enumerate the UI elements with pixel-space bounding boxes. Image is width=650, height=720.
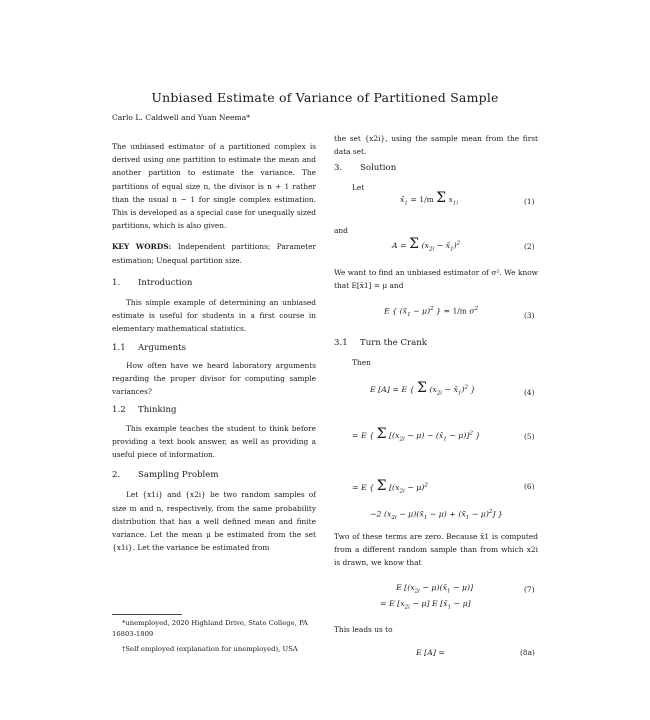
equation-6-label: (6) bbox=[524, 482, 535, 491]
equation-4: E [A] = E { Σ ($x_{2i}$ − $x̄_1)^2$ } bbox=[370, 380, 476, 397]
section-2-heading bbox=[112, 469, 316, 482]
keywords bbox=[112, 240, 316, 266]
want-text: We want to find an unbiased estimator of σ². We know that E[x̄1] = μ and bbox=[334, 268, 538, 291]
footnote-rule bbox=[112, 614, 182, 615]
footnote-1: *unemployed, 2020 Highland Drive, State College, PA 16803-1809 bbox=[112, 619, 308, 638]
equation-8: E [A] = bbox=[416, 648, 445, 657]
section-3-1-heading bbox=[334, 338, 427, 348]
keywords-text: Independent partitions; Parameter estimation; Unequal partition size. bbox=[112, 242, 316, 265]
section-title: Thinking bbox=[138, 405, 177, 416]
section-number: 1. bbox=[112, 277, 121, 288]
section-title: Solution bbox=[360, 163, 397, 173]
equation-7: E [($x_{2i}$ − $\mu)(x̄_1 - \mu)$] bbox=[396, 583, 474, 595]
equation-6-cont: −2 ($x_{2i}$ − $\mu)(x̄_1 - \mu)$ + $(x̄_1 - \mu)^2$] } bbox=[370, 509, 503, 522]
equation-1-label: (1) bbox=[524, 197, 535, 206]
section-1-heading bbox=[112, 277, 316, 290]
section-1-1-text: How often have we heard laboratory arguments regarding the proper divisor for computing sample variances? bbox=[112, 360, 316, 397]
equation-3: E { $(x̄_1 - \mu)^2$ } = 1/m $\sigma^2$ bbox=[384, 306, 479, 319]
section-number: 3. bbox=[334, 163, 343, 173]
equation-3-label: (3) bbox=[524, 311, 535, 320]
equation-6: = E { Σ [$(x_{2i} - \mu)^2$ bbox=[352, 478, 428, 495]
footnotes bbox=[112, 618, 316, 655]
equation-2: A = Σ ($x_{2i}$ − $x̄_1)^2$ bbox=[392, 236, 461, 253]
section-number: 3.1 bbox=[334, 338, 348, 348]
section-2-text: Let {x1i} and {x2i} be two random samples of size m and n, respectively, from the same probability distribution that has a well defined mean and finite variance. Let the mean μ be estimated from the set {x1i}. Let the variance be estimated from bbox=[112, 490, 316, 553]
authors: Carlo L. Caldwell and Yuan Neema* bbox=[112, 113, 251, 122]
and-text: and bbox=[334, 226, 348, 235]
section-number: 1.2 bbox=[112, 405, 126, 416]
equation-5: = E { Σ [$(x_{2i} - \mu)$ − $(x̄_1 - \mu)]^2$ } bbox=[352, 426, 481, 443]
abstract: The unbiased estimator of a partitioned complex is derived using one partition to estimate the mean and another partition to estimate the variance. The partitions of equal size n, the divisor is n + 1 rather than the usual n − 1 for single complex estimation. This is developed as a special case for unequally sized partitions, which is also given. bbox=[112, 142, 316, 231]
section-1-1-heading bbox=[112, 342, 316, 355]
left-column bbox=[112, 140, 316, 554]
independence-text: Two of these terms are zero. Because x̄1 is computed from a different random sample than from which x2i is drawn, we know that bbox=[334, 532, 538, 568]
thus-text: This leads us to bbox=[334, 625, 393, 634]
equation-1: $x̄_1 = 1/m$ Σ $x_{1i}$ bbox=[400, 190, 459, 207]
equation-5-label: (5) bbox=[524, 432, 535, 441]
then-text: Then bbox=[352, 358, 371, 367]
section-1-text: This simple example of determining an unbiased estimate is useful for students in a first course in elementary mathematical statistics. bbox=[112, 298, 316, 334]
section-title: Introduction bbox=[138, 277, 193, 288]
section-title: Sampling Problem bbox=[138, 470, 219, 481]
section-1-2-heading bbox=[112, 404, 316, 417]
equation-8-label: (8a) bbox=[520, 648, 535, 657]
equation-2-label: (2) bbox=[524, 242, 535, 251]
section-3-heading bbox=[334, 163, 396, 173]
equation-4-label: (4) bbox=[524, 388, 535, 397]
right-top-text: the set {x2i}, using the sample mean from the first data set. bbox=[334, 134, 538, 157]
section-number: 2. bbox=[112, 470, 121, 481]
section-1-2-text: This example teaches the student to think before providing a text book answer, as well as providing a useful piece of information. bbox=[112, 423, 316, 460]
section-title: Turn the Crank bbox=[360, 338, 427, 348]
keywords-label: KEY WORDS: bbox=[112, 242, 172, 252]
footnote-2: †Self employed (explanation for unemployed), USA bbox=[122, 645, 298, 653]
let-text: Let bbox=[352, 183, 365, 192]
section-number: 1.1 bbox=[112, 342, 126, 353]
section-title: Arguments bbox=[138, 342, 186, 353]
equation-7-label: (7) bbox=[524, 585, 535, 594]
equation-7-cont: = E $[x_{2i} - \mu]$ E $[x̄_1 - \mu]$ bbox=[380, 599, 471, 611]
paper-title: Unbiased Estimate of Variance of Partitioned Sample bbox=[151, 90, 499, 105]
